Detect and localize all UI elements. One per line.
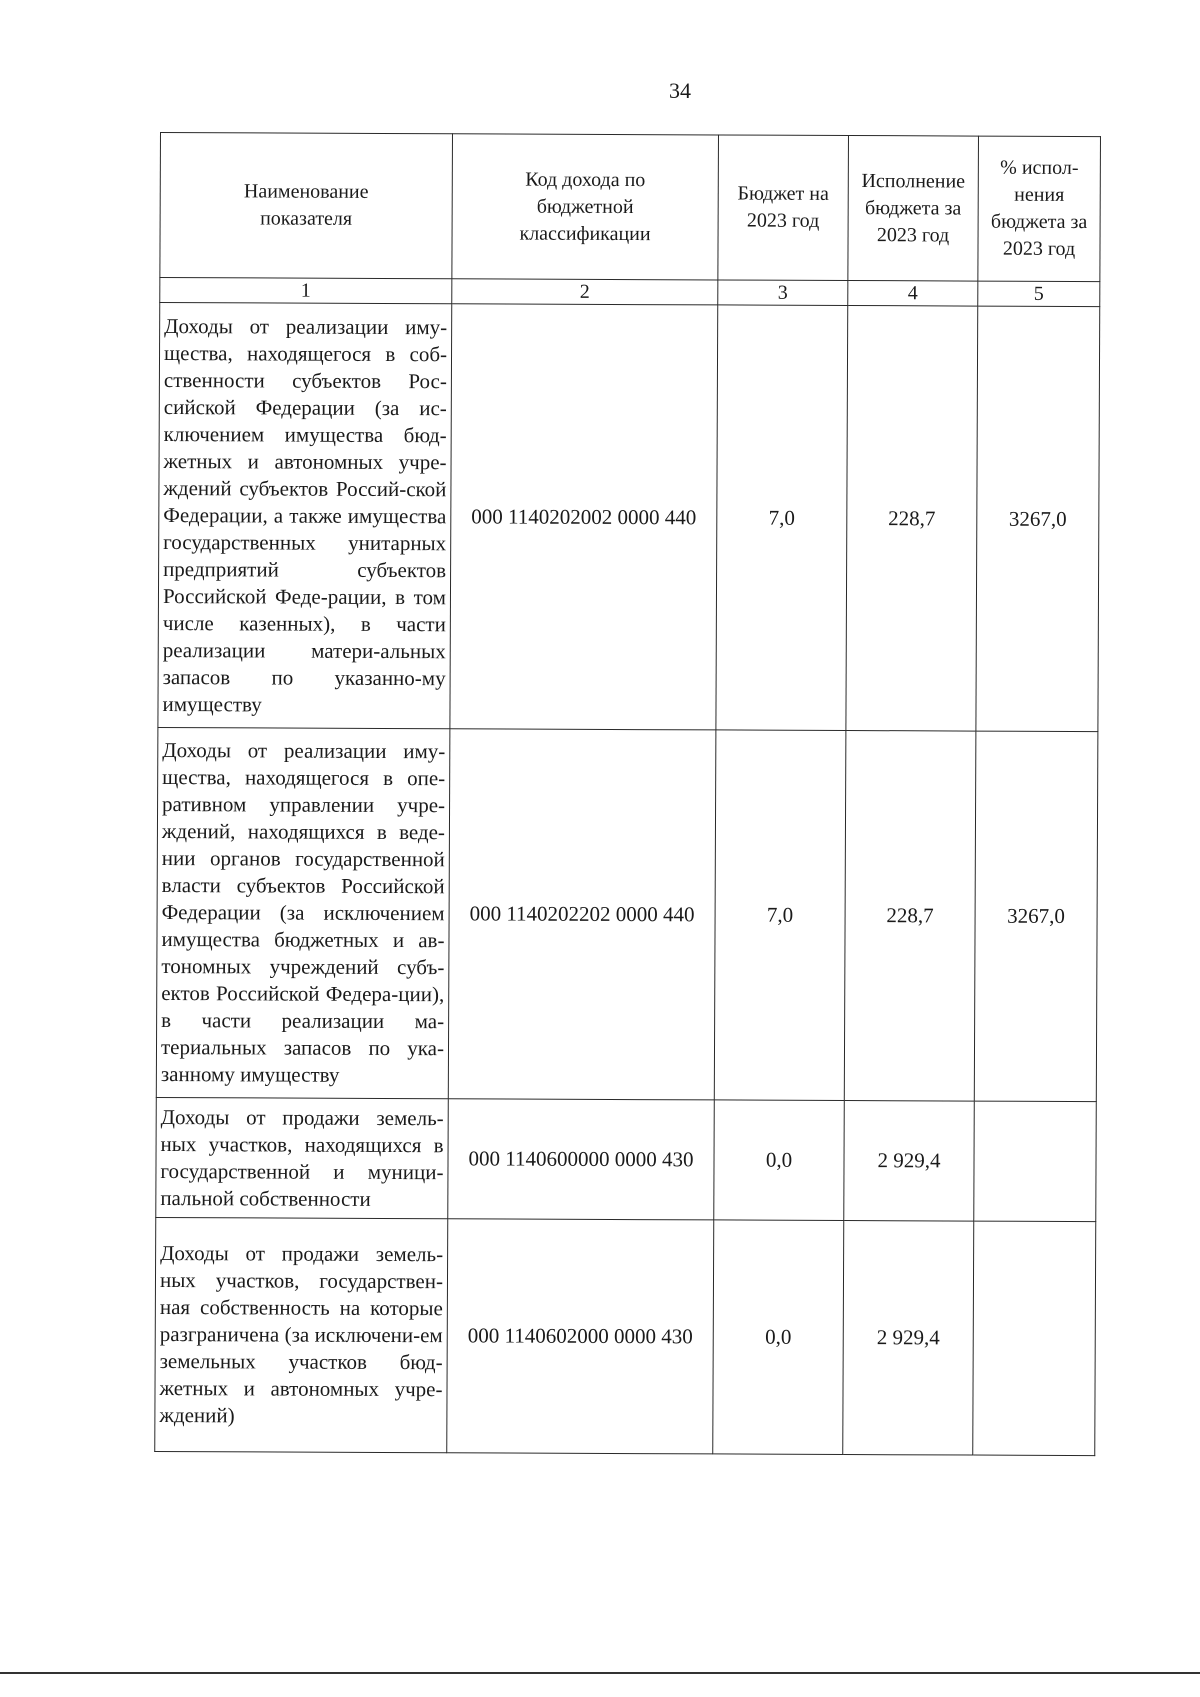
revenue-code-cell: 000 1140202002 0000 440 <box>450 304 718 730</box>
budget-cell: 7,0 <box>716 305 848 731</box>
execution-cell: 228,7 <box>844 730 976 1101</box>
column-number: 3 <box>718 280 848 306</box>
revenue-code-cell: 000 1140600000 0000 430 <box>448 1099 715 1220</box>
table-row <box>155 1217 1096 1455</box>
indicator-name-cell: Доходы от продажи земель-ных участков, находящихся в государственной и муници-пальной собственности <box>156 1097 449 1218</box>
execution-cell: 2 929,4 <box>843 1220 974 1455</box>
indicator-name-cell: Доходы от продажи земель-ных участков, государствен-ная собственность на которые разграничена (за исключени-ем земельных участков бюд-жетных и автономных учре-ждений) <box>155 1217 448 1452</box>
budget-cell: 0,0 <box>713 1220 844 1455</box>
header-execution-2023: Исполнение бюджета за 2023 год <box>848 136 979 282</box>
revenue-code-cell: 000 1140202202 0000 440 <box>448 729 716 1100</box>
indicator-name-cell: Доходы от реализации иму-щества, находящегося в опе-ративном управлении учре-ждений, находящихся в веде-нии органов государственной власти субъектов Российской Федерации (за исключением имущества бюджетных и ав-тономных учреждений субъ-ектов Российской Федера-ции), в части реализации ма-териальных запасов по ука-занному имуществу <box>156 727 450 1098</box>
header-indicator-name: Наименование показателя <box>160 133 453 279</box>
bottom-divider <box>0 1672 1200 1674</box>
budget-cell: 7,0 <box>714 730 846 1101</box>
percent-cell: 3267,0 <box>976 306 1100 732</box>
column-number: 2 <box>452 279 718 305</box>
percent-cell <box>973 1221 1096 1456</box>
column-number: 5 <box>978 281 1100 307</box>
header-revenue-code: Код дохода по бюджетной классификации <box>452 134 719 280</box>
revenue-table <box>154 132 1101 1456</box>
table-header-row <box>160 133 1101 282</box>
revenue-code-cell: 000 1140602000 0000 430 <box>447 1219 714 1454</box>
column-number: 4 <box>848 281 978 307</box>
table-row <box>156 727 1098 1101</box>
percent-cell: 3267,0 <box>974 731 1098 1102</box>
header-budget-2023: Бюджет на 2023 год <box>718 135 849 281</box>
table-row <box>156 1097 1097 1221</box>
revenue-table-container <box>154 132 1100 1456</box>
column-number: 1 <box>160 278 452 304</box>
execution-cell: 2 929,4 <box>844 1100 975 1221</box>
table-row <box>158 303 1100 732</box>
percent-cell <box>974 1101 1097 1222</box>
execution-cell: 228,7 <box>846 306 978 732</box>
header-execution-percent: % испол-нения бюджета за 2023 год <box>978 136 1101 282</box>
budget-cell: 0,0 <box>714 1100 845 1221</box>
page-number: 34 <box>669 78 691 103</box>
indicator-name-cell: Доходы от реализации иму-щества, находящегося в соб-ственности субъектов Рос-сийской Федерации (за ис-ключением имущества бюд-жетных и автономных учре-ждений субъектов Россий-ской Федерации, а также имущества государственных унитарных предприятий субъектов Российской Феде-рации, в том числе казенных), в части реализации матери-альных запасов по указанно-му имуществу <box>158 303 452 729</box>
